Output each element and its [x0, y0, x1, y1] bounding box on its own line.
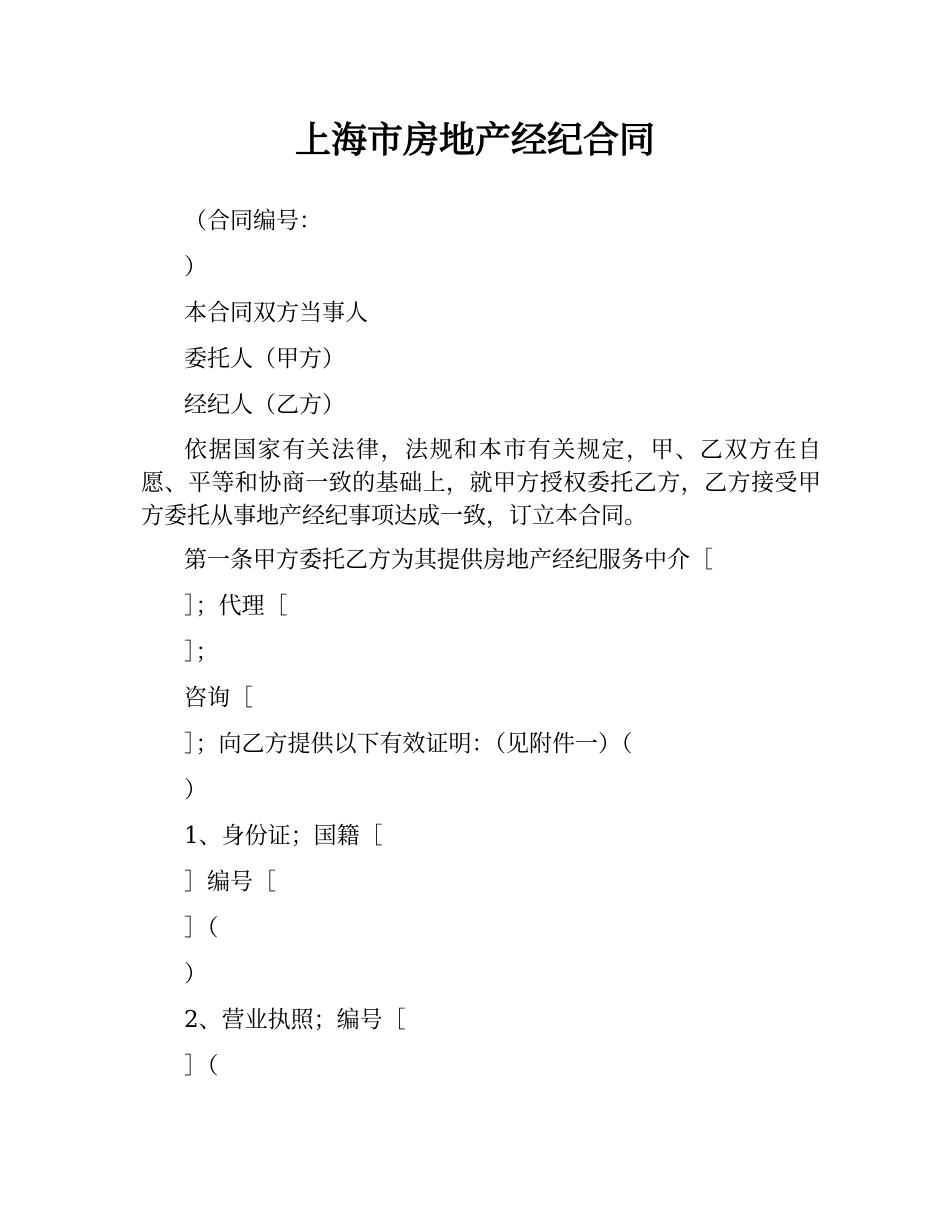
document-title: 上海市房地产经纪合同	[294, 120, 655, 161]
article-1-agency-line: ］；代理［	[184, 593, 288, 619]
id-number-line: ］编号［	[184, 869, 276, 895]
parties-heading: 本合同双方当事人	[184, 300, 368, 326]
id-note-close: ）	[184, 961, 207, 987]
article-1-line: 第一条甲方委托乙方为其提供房地产经纪服务中介［	[184, 547, 713, 573]
contract-number-label: （合同编号：	[184, 208, 322, 234]
id-note-open: ］（	[184, 915, 219, 941]
article-1-close-line: ］；	[184, 639, 219, 665]
article-1-proof-close: ）	[184, 777, 207, 803]
business-license-line: 2、营业执照；编号［	[184, 1007, 406, 1033]
preamble-paragraph: 依据国家有关法律，法规和本市有关规定，甲、乙双方在自愿、平等和协商一致的基础上，就甲方授权委托乙方，乙方接受甲方委托从事地产经纪事项达成一致，订立本合同。	[141, 437, 821, 529]
article-1-consult-line: 咨询［	[184, 685, 253, 711]
party-a-label: 委托人（甲方）	[184, 346, 345, 372]
contract-number-close: ）	[184, 254, 207, 280]
party-b-label: 经纪人（乙方）	[184, 392, 345, 418]
license-note-open: ］（	[184, 1053, 219, 1079]
id-card-line: 1、身份证；国籍［	[184, 823, 383, 849]
article-1-proof-line: ］；向乙方提供以下有效证明：（见附件一）（	[184, 731, 633, 757]
